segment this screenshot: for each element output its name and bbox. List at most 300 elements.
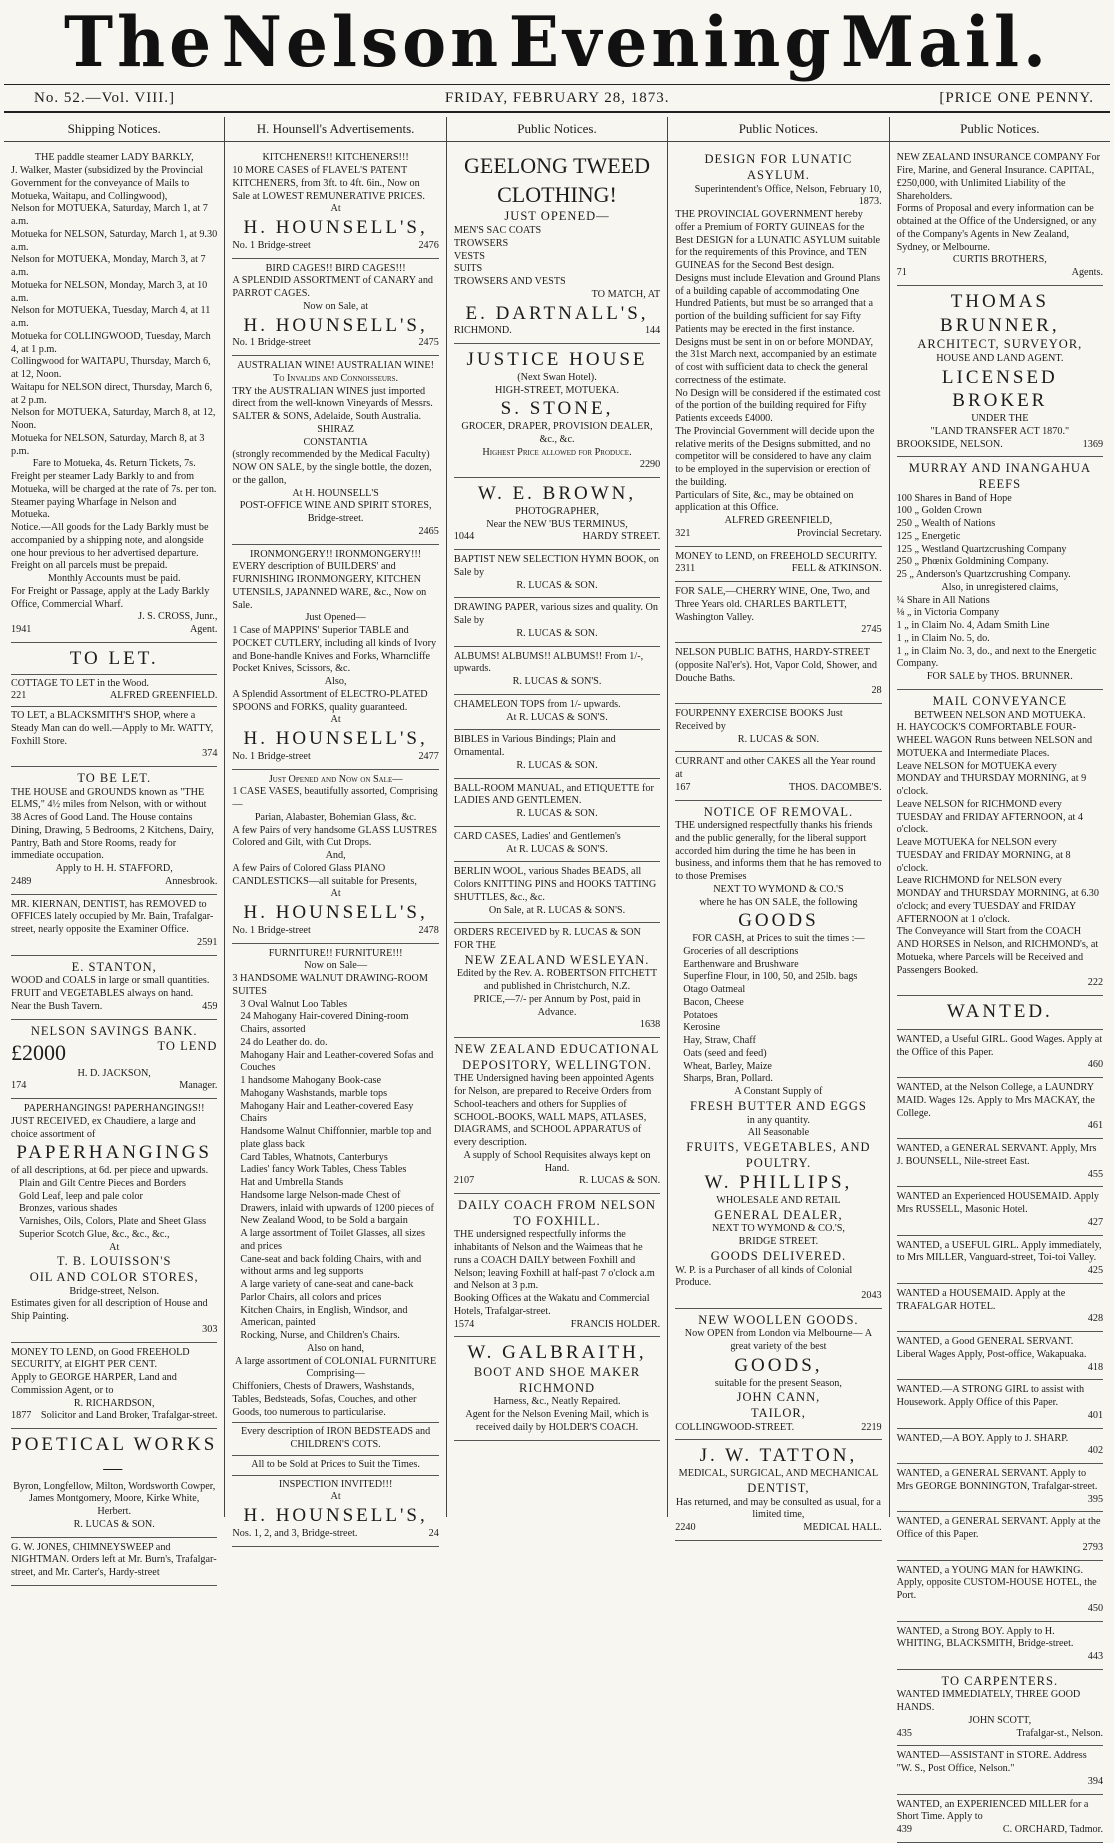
ad-signature: R. LUCAS & SON. (516, 759, 598, 771)
ad-title: E. STANTON, (71, 959, 157, 974)
ad-text: Byron, Longfellow, Milton, Wordsworth Cowper, James Montgomery, Moore, Kirke White, Herbert. (13, 1480, 216, 1518)
ad-text: MEDICAL HALL. (803, 1522, 882, 1533)
ad-ironmongery (232, 545, 438, 770)
ad-title: NOTICE OF REMOVAL. (703, 804, 854, 819)
ad-text: A Constant Supply of (734, 1086, 823, 1098)
ad-mail-conveyance (897, 690, 1103, 996)
ad-text: G. W. JONES, CHIMNEYSWEEP and NIGHTMAN. Orders left at Mr. Burn's, Trafalgar-street, and Mr. Carter's, Hardy-street (11, 1541, 217, 1579)
list-item: 250 „ Phœnix Goldmining Company. (896, 556, 1049, 568)
schedule-line: Nelson for MOTUEKA, Tuesday, March 4, at 11 a.m. (11, 305, 211, 329)
schedule-line: Motueka for NELSON, Saturday, March 1, at 9.30 a.m. (11, 228, 218, 253)
ad-savings-bank (11, 1020, 217, 1100)
list-item: 1 handsome Mahogany Book-case (240, 1075, 382, 1086)
ad-kitcheners (232, 148, 438, 258)
ad-title: THE paddle steamer LADY BARKLY, (34, 152, 194, 164)
list-item: 100 Shares in Band of Hope (896, 492, 1012, 504)
ad-text: BERLIN WOOL, various Shades BEADS, all Colors KNITTING PINS and HOOKS TATTING SHUTTLES, &c., &c. (453, 866, 657, 903)
ad-number: 374 (202, 748, 218, 760)
schedule-line: Leave NELSON for RICHMOND every TUESDAY and FRIDAY AFTERNOON, at 4 o'clock. (896, 798, 1084, 836)
ad-title: W. PHILLIPS, (704, 1172, 853, 1194)
ad-text: BRIDGE STREET. (738, 1236, 819, 1248)
ad-text: A SPLENDID ASSORTMENT of CANARY and PARROT CAGES. (232, 275, 434, 299)
ad-number: 455 (1087, 1168, 1104, 1180)
ad-text: A few Pairs of Colored Glass PIANO CANDLESTICKS—all suitable for Presents, (232, 862, 417, 887)
ad-signature: R. LUCAS & SON. (578, 1175, 661, 1187)
ad-text: Near the NEW 'BUS TERMINUS, (486, 518, 628, 530)
ad-text: No. 1 Bridge-street (232, 337, 311, 349)
ad-text: WANTED, a USEFUL GIRL. Apply immediately, to Mrs MILLER, Vanguard-street, Toi-toi Valley. (896, 1239, 1102, 1264)
ad-number: 24 (428, 1527, 439, 1539)
ad-number: 2465 (418, 525, 439, 537)
ad-text: MEDICAL, SURGICAL, AND MECHANICAL (678, 1468, 879, 1480)
ad-text: THE PROVINCIAL GOVERNMENT hereby offer a Premium of FORTY GUINEAS for the Best DESIGN for a LUNATIC ASYLUM suitable for the requirements of this Province, and TEN GUINEAS for the Second Best design. (675, 209, 881, 271)
list-item: 125 „ Westland Quartzcrushing Company (896, 543, 1067, 555)
list-item: 24 Mahogany Hair-covered Dining-room Chairs, assorted (240, 1011, 409, 1035)
ad-signature: Agent. (189, 624, 218, 635)
section-heading: FURNITURE!! FURNITURE!!! (268, 947, 403, 959)
ad-text: Chiffoniers, Chests of Drawers, Washstands, Tables, Bedsteads, Sofas, Couches, and other Goods, too numerous to particularise. (232, 1381, 417, 1418)
section-heading: IRONMONGERY!! IRONMONGERY!!! (250, 548, 422, 560)
schedule-line: Collingwood for WAITAPU, Thursday, March 6, at 12, Noon. (11, 356, 211, 380)
section-heading: AUSTRALIAN WINE! AUSTRALIAN WINE! (237, 360, 435, 371)
ad-text: THE undersigned respectfully thanks his friends and the public generally, for the liberal support accorded him during the time he has been in business, and informs them that he has removed to to those Premises (675, 820, 882, 883)
ad-text: suitable for the present Season, (714, 1377, 842, 1389)
column-heading: Public Notices. (447, 117, 667, 142)
ad-signature: FRANCIS HOLDER. (570, 1318, 661, 1330)
ad-text: NELSON PUBLIC BATHS, HARDY-STREET (opposite Nal'er's). Hot, Vapor Cold, Shower, and Douche Baths. (675, 647, 877, 684)
ad-title: DAILY COACH FROM NELSON TO FOXHILL. (458, 1198, 657, 1228)
ad-paperhangings (11, 1099, 217, 1343)
ad-text: BAPTIST NEW SELECTION HYMN BOOK, on Sale by (453, 554, 659, 578)
ad-text: Designs must include Elevation and Ground Plans of a building capable of accommodating One Hundred Patients, but must be so arranged that a portion of the building sufficient for say Fifty Patients may be erected in the first instance. (675, 272, 881, 335)
ad-dentist (675, 1440, 881, 1540)
list-item: Mahogany Hair and Leather-covered Sofas and Couches (240, 1049, 434, 1074)
wanted-item (897, 1464, 1103, 1512)
column-heading: Public Notices. (668, 117, 888, 142)
ad-title: H. HOUNSELL'S, (243, 902, 428, 923)
ad-signature: FOR SALE by THOS. BRUNNER. (926, 671, 1073, 683)
ad-number: 460 (1087, 1059, 1104, 1071)
ad-text: HIGH-STREET, MOTUEKA. (495, 384, 620, 396)
ad-justice-house (454, 344, 660, 478)
ad-text: WOOD and COALS in large or small quantities. FRUIT and VEGETABLES always on hand. (11, 975, 210, 999)
ad-text: PHOTOGRAPHER, (515, 505, 599, 517)
ad-title: MAIL CONVEYANCE (932, 693, 1067, 708)
ad-text: Just Opened— (305, 612, 366, 624)
section-heading: NELSON SAVINGS BANK. (30, 1023, 198, 1038)
ad-berlin-wool (454, 862, 660, 923)
ad-title: JUSTICE HOUSE (466, 349, 648, 371)
ad-text: in any quantity. (746, 1114, 810, 1126)
ad-lucas-6 (454, 779, 660, 827)
ad-text: Freight per steamer Lady Barkly to and from Motueka, will be charged at the rate of 7s. per ton. Steamer paying Wharfage in Nelson and Motueka. (11, 471, 217, 521)
ad-text: SHIRAZ (317, 423, 354, 435)
list-item: Otago Oatmeal (683, 984, 746, 996)
ad-signature: ALFRED GREENFIELD. (109, 690, 218, 702)
issue-number: No. 52.—Vol. VIII.] (34, 89, 175, 106)
ad-text: INSPECTION INVITED!!! (278, 1478, 393, 1490)
ad-number: 2107 (453, 1175, 475, 1187)
ad-number: 2591 (197, 936, 218, 948)
ad-text: Also on hand, (307, 1342, 365, 1354)
ad-assistant (897, 1746, 1103, 1794)
ad-text: Near the Bush Tavern. (11, 1000, 103, 1012)
ad-text: FOR CASH, at Prices to suit the times :— (692, 933, 865, 945)
schedule-line: Nelson for MOTUEKA, Saturday, March 1, at 7 a.m. (11, 203, 208, 227)
ad-number: 425 (1087, 1265, 1104, 1276)
ad-text: COLLINGWOOD-STREET. (675, 1421, 795, 1433)
schedule-line: Nelson for MOTUEKA, Monday, March 3, at 7 a.m. (11, 254, 206, 278)
ad-text: (Next Swan Hotel). (517, 371, 597, 383)
section-heading: TO LET. (69, 647, 159, 669)
ad-number: 222 (1087, 977, 1104, 989)
column-public-notices-1 (447, 117, 668, 1517)
ad-text: CONSTANTIA (303, 436, 368, 448)
ad-number: 401 (1087, 1409, 1104, 1421)
ad-text: WANTED, a YOUNG MAN for HAWKING. Apply, opposite CUSTOM-HOUSE HOTEL, the Port. (896, 1564, 1097, 1601)
ad-exercise-books (675, 704, 881, 752)
ad-text: PRICE,—7/- per Annum by Post, paid in Advance. (473, 993, 641, 1018)
ad-signature: THOS. DACOMBE'S. (788, 781, 882, 793)
list-item: A large assortment of Toilet Glasses, all sizes and prices (240, 1228, 425, 1252)
list-item: Mahogany Washstands, marble tops (240, 1087, 388, 1099)
list-item: ¼ Share in All Nations (896, 594, 990, 606)
ad-title: TAILOR, (750, 1406, 806, 1420)
ad-text: A supply of School Requisites always kept on Hand. (463, 1149, 651, 1174)
masthead-word: Evening (508, 1, 835, 83)
ad-insurance (897, 148, 1103, 286)
ad-wanted (897, 996, 1103, 1030)
ad-number: 71 (896, 267, 907, 278)
list-item: TROWSERS AND VESTS (453, 276, 566, 288)
ad-text: WANTED a HOUSEMAID. Apply at the TRAFALGAR HOTEL. (896, 1287, 1066, 1312)
ad-text: No Design will be considered if the estimated cost of the portion of the building required for Fifty Patients exceeds £4000. (675, 387, 881, 424)
list-item: Card Tables, Whatnots, Canterburys (240, 1151, 388, 1163)
wanted-item (897, 1332, 1103, 1380)
ad-title: S. STONE, (500, 398, 614, 420)
ad-vases (232, 770, 438, 944)
wanted-item (897, 1622, 1103, 1670)
ad-number: 1369 (1082, 438, 1104, 450)
ad-text: BALL-ROOM MANUAL, and ETIQUETTE for LADIES AND GENTLEMEN. (453, 782, 654, 807)
ad-text: UNDER THE (971, 413, 1029, 425)
ad-miller (897, 1795, 1103, 1843)
list-item: TROWSERS (453, 237, 509, 249)
ad-text: Now on Sale, at (303, 300, 369, 312)
ad-signature: R. LUCAS & SON. (737, 733, 820, 745)
masthead-word: Nelson (221, 1, 503, 83)
ad-text: Fare to Motueka, 4s. Return Tickets, 7s. (32, 458, 196, 470)
ad-title: PAPERHANGINGS (16, 1142, 213, 1164)
ad-lady-barkly (11, 148, 217, 643)
ad-signature: R. LUCAS & SON. (73, 1518, 155, 1530)
ad-lucas-1 (454, 550, 660, 598)
ad-text: Also, in unregistered claims, (941, 581, 1059, 593)
ad-number: 2478 (418, 924, 439, 936)
ad-signature: R. RICHARDSON, (73, 1397, 155, 1409)
ad-text: WANTED,—A BOY. Apply to J. SHARP. (896, 1432, 1069, 1444)
ad-number: 2290 (639, 459, 661, 471)
ad-poetical (11, 1429, 217, 1538)
ad-text: TO LET, a BLACKSMITH'S SHOP, where a Steady Man can do well.—Apply to Mr. WATTY, Foxhill Store. (11, 710, 214, 747)
ad-text: JUST RECEIVED, ex Chaudiere, a large and choice assortment of (11, 1115, 196, 1140)
ad-public-baths (675, 643, 881, 704)
masthead-word: The (64, 1, 216, 83)
ad-text: No. 1 Bridge-street (232, 750, 311, 762)
list-item: A large variety of cane-seat and cane-back Parlor Chairs, all colors and prices (240, 1279, 414, 1303)
section-heading: WANTED. (946, 1001, 1053, 1022)
ad-text: Apply to H. H. STAFFORD, (55, 863, 173, 875)
ad-text: Has returned, and may be consulted as usual, for a limited time, (675, 1496, 881, 1521)
ad-title: H. HOUNSELL'S, (243, 217, 428, 238)
ad-title: J. W. TATTON, (699, 1445, 858, 1467)
ad-text: Harness, &c., Neatly Repaired. (493, 1396, 621, 1408)
ad-text: Highest Price allowed for Produce. (482, 446, 632, 458)
ad-number: 402 (1087, 1445, 1104, 1457)
ad-text: At (330, 1491, 341, 1503)
ad-number: 28 (871, 685, 882, 697)
ad-title: E. DARTNALL'S, (465, 302, 649, 324)
ad-text: "LAND TRANSFER ACT 1870." (930, 425, 1070, 437)
ad-text: WANTED, a Good GENERAL SERVANT. Liberal Wages Apply, Post-office, Wakapuaka. (896, 1336, 1087, 1360)
ad-daily-coach (454, 1194, 660, 1337)
ad-signature: ALFRED GREENFIELD, (724, 515, 833, 526)
schedule-line: Motueka for COLLINGWOOD, Tuesday, March 4, at 1 p.m. (11, 330, 211, 355)
column-heading: Public Notices. (890, 117, 1110, 142)
ad-removal (675, 801, 881, 1309)
ad-to-be-let (11, 767, 217, 895)
ad-number: 2745 (861, 624, 882, 636)
list-item: Oats (seed and feed) (683, 1047, 767, 1059)
ad-text: WANTED, an EXPERIENCED MILLER for a Short Time. Apply to (896, 1798, 1089, 1823)
ad-text: Comprising— (306, 1368, 365, 1380)
ad-text: Particulars of Site, &c., may be obtained on application at this Office. (675, 489, 854, 514)
ad-lucas-7 (454, 827, 660, 863)
ad-number: 450 (1087, 1602, 1104, 1614)
ad-signature: CURTIS BROTHERS, (952, 254, 1047, 266)
ad-number: 2477 (418, 750, 439, 762)
ad-signature: JOHN SCOTT, (968, 1714, 1032, 1726)
ad-text: For Freight or Passage, apply at the Lady Barkly Office, Commercial Wharf. (11, 585, 210, 610)
ad-text: BROOKSIDE, NELSON. (896, 438, 1003, 450)
ad-number: 321 (675, 527, 691, 539)
ad-text: DRAWING PAPER, various sizes and quality. On Sale by (453, 602, 658, 627)
ad-signature: On Sale, at R. LUCAS & SON'S. (488, 904, 626, 916)
ad-text: 1 CASE VASES, beautifully assorted, Comprising— (232, 786, 438, 810)
ad-title: GEELONG TWEED CLOTHING! (464, 153, 650, 207)
wanted-item (897, 1284, 1103, 1332)
ad-jones (11, 1538, 217, 1586)
wanted-item (897, 1187, 1103, 1235)
list-item: Sharps, Bran, Pollard. (683, 1073, 773, 1085)
ad-text: TO LEND (157, 1039, 218, 1054)
ad-title: POETICAL WORKS— (11, 1434, 218, 1479)
ad-text: CARD CASES, Ladies' and Gentlemen's (453, 830, 621, 842)
ad-title: MURRAY AND INANGAHUA REEFS (908, 461, 1091, 491)
ad-number: 2489 (11, 875, 32, 887)
ad-text: Trafalgar-st., Nelson. (1016, 1727, 1104, 1739)
ad-text: RICHMOND (518, 1380, 596, 1395)
ad-text: WANTED, a GENERAL SERVANT. Apply at the Office of this Paper. (896, 1516, 1101, 1540)
ad-text: 1 Case of MAPPINS' Superior TABLE and POCKET CUTLERY, including all kinds of Ivory and Bone-handle Knives and Forks, Wharncliffe Pocket Knives, Scissors, &c. (232, 625, 437, 675)
ad-text: WANTED, a GENERAL SERVANT. Apply to Mrs GEORGE BONNINGTON, Trafalgar-street. (896, 1468, 1098, 1492)
ad-text: Bridge-street, Nelson. (69, 1285, 160, 1297)
ad-signature: R. LUCAS & SON. (516, 808, 598, 820)
ad-brunner (897, 286, 1103, 458)
ad-text: To Invalids and Connoisseurs. (273, 372, 399, 384)
ad-text: WANTED, at the Nelson College, a LAUNDRY MAID. Wages 12s. Apply to Mrs MACKAY, the College. (896, 1082, 1095, 1119)
issue-date: FRIDAY, FEBRUARY 28, 1873. (444, 89, 670, 106)
dateline (4, 84, 1110, 113)
ad-text: Forms of Proposal and every information can be obtained at the Office of the Undersigned, or any of the Company's Agents in New Zealand, Sydney, or Melbourne. (896, 203, 1097, 253)
list-item: Rocking, Nurse, and Children's Chairs. (240, 1330, 400, 1341)
column-public-notices-3 (890, 117, 1110, 1836)
ad-text: Agent for the Nelson Evening Mail, which is received daily by HOLDER'S COACH. (465, 1409, 649, 1433)
list-item: Handsome Walnut Chiffonnier, marble top and plate glass back (240, 1126, 432, 1150)
ad-number: 303 (202, 1323, 218, 1335)
ad-text: THE undersigned respectfully informs the inhabitants of Nelson and the Waimeas that he runs a COACH DAILY between Foxhill and Nelson; leaving Foxhill at half-past 7 o'clock a.m and Nelson at 3 p.m. (453, 1229, 655, 1292)
ad-signature: J. S. CROSS, Junr., (138, 611, 218, 623)
schedule-line: Leave MOTUEKA for NELSON every TUESDAY and FRIDAY MORNING, at 8 o'clock. (896, 837, 1071, 874)
ad-text: Estimates given for all description of House and Ship Painting. (11, 1298, 208, 1323)
ad-text: POST-OFFICE WINE AND SPIRIT STORES, Bridge-street. (239, 500, 432, 524)
ad-text: NEXT TO WYMOND & CO.'S (713, 883, 844, 895)
ad-text: FOR SALE,—CHERRY WINE, One, Two, and Three Years old. CHARLES BARTLETT, Washington Valley. (675, 586, 870, 623)
ad-signature: At R. LUCAS & SON'S. (506, 711, 608, 723)
ad-title: W. E. BROWN, (477, 483, 637, 505)
ad-text: Now on Sale— (304, 960, 368, 972)
list-item: Superfine Flour, in 100, 50, and 25lb. bags (683, 971, 858, 983)
list-item: Potatoes (683, 1009, 718, 1021)
ad-text: Now OPEN from London via Melbourne— A great variety of the best (684, 1328, 873, 1353)
ad-title: LICENSED BROKER (941, 366, 1058, 412)
section-heading: BIRD CAGES!! BIRD CAGES!!! (265, 262, 406, 274)
ad-text: BIBLES in Various Bindings; Plain and Ornamental. (453, 734, 616, 759)
ad-text: THE HOUSE and GROUNDS known as "THE ELMS," 4½ miles from Nelson, with or without 38 Acres of Good Land. The House contains Dining, Drawing, 5 Bedrooms, 2 Kitchens, Dairy, Pantry, Bath and Store Rooms, ready for immediate occupation. (11, 786, 214, 862)
ad-wesleyan (454, 923, 660, 1038)
ad-text: NEW ZEALAND INSURANCE COMPANY For Fire, Marine, and General Insurance. CAPITAL, £250,000, with Unlimited Liability of the Shareholders. (896, 152, 1101, 202)
ad-lucas-5 (454, 730, 660, 778)
ad-text: GROCER, DRAPER, PROVISION DEALER, &c., &c. (461, 421, 653, 445)
ad-text: MR. KIERNAN, DENTIST, has REMOVED to OFFICES lately occupied by Mr. Bain, Trafalgar-street, nearly opposite the Examiner Office. (11, 898, 214, 936)
ad-text: WANTED, a Useful GIRL. Good Wages. Apply at the Office of this Paper. (896, 1033, 1103, 1058)
ad-text: H. HAYCOCK'S COMFORTABLE FOUR-WHEEL WAGON Runs between NELSON and MOTUEKA and Intermediate Places. (896, 722, 1093, 759)
ad-text: Notice.—All goods for the Lady Barkly must be accompanied by a shipping note, and alongside one hour previous to her advertised departure. (11, 522, 209, 559)
list-item: 24 do Leather do. do. (240, 1036, 328, 1048)
ad-text: A few Pairs of very handsome GLASS LUSTRES Colored and Gilt, with Cut Drops. (232, 824, 437, 849)
wanted-item (897, 1139, 1103, 1187)
ad-text: At (109, 1241, 120, 1253)
ad-number: 2475 (418, 337, 439, 349)
ad-text: WANTED an Experienced HOUSEMAID. Apply Mrs RUSSELL, Masonic Hotel. (896, 1191, 1099, 1215)
list-item: Superior Scotch Glue, &c., &c., &c., (19, 1228, 170, 1240)
ad-text: No. 1 Bridge-street (232, 239, 311, 251)
ad-number: 1574 (453, 1318, 475, 1330)
ad-text: TRY the AUSTRALIAN WINES just imported direct from the well-known Vineyards of Messrs. SALTER & SONS, Adelaide, South Australia. (232, 385, 433, 422)
masthead-word: Mail. (841, 1, 1050, 83)
ad-title: H. HOUNSELL'S, (243, 728, 428, 749)
ad-text: FOURPENNY EXERCISE BOOKS Just Received by (675, 708, 843, 732)
ad-kiernan (11, 895, 217, 956)
ad-title: FRUITS, VEGETABLES, AND POULTRY. (686, 1140, 871, 1170)
ad-lucas-3 (454, 647, 660, 695)
ad-text: Every description of IRON BEDSTEADS and CHILDREN'S COTS. (240, 1426, 431, 1450)
ad-text: MEN'S SAC COATS (453, 225, 542, 237)
list-item: 1 „ in Claim No. 3, do., and next to the Energetic Company. (896, 645, 1097, 670)
schedule-line: Motueka for NELSON, Monday, March 3, at 10 a.m. (11, 279, 208, 304)
ad-text: ALBUMS! ALBUMS!! ALBUMS!! From 1/-, upwards. (453, 650, 644, 675)
ad-number: 461 (1087, 1120, 1104, 1132)
ad-signature: C. ORCHARD, Tadmor. (1002, 1824, 1104, 1836)
list-item: 1 „ in Claim No. 4, Adam Smith Line (896, 620, 1050, 632)
ad-text: COTTAGE TO LET in the Wood. (11, 677, 149, 689)
ad-number: 428 (1087, 1313, 1104, 1325)
masthead (4, 0, 1110, 84)
ad-text: The Conveyance will Start from the COACH AND HORSES in Nelson, and RICHMOND's, at Motueka, where Parcels will be Received and Passengers Booked. (896, 926, 1099, 976)
column-hounsell (225, 117, 446, 1539)
wanted-item (897, 1078, 1103, 1139)
schedule-line: Leave NELSON for MOTUEKA every MONDAY and THURSDAY MORNING, at 9 o'clock. (896, 760, 1087, 797)
ad-number: 174 (11, 1080, 27, 1092)
ad-number: 221 (11, 690, 27, 702)
list-item: Hat and Umbrella Stands (240, 1177, 344, 1188)
ad-text: HOUSE AND LAND AGENT. (936, 352, 1064, 364)
section-heading: TO CARPENTERS. (941, 1673, 1059, 1688)
list-item: Kitchen Chairs, in English, Windsor, and American, painted (240, 1304, 408, 1329)
ad-text: A large assortment of COLONIAL FURNITURE (235, 1355, 437, 1367)
ad-text: At H. HOUNSELL'S (292, 487, 379, 499)
ad-text: BOOT AND SHOE MAKER (473, 1365, 641, 1380)
list-item: 100 „ Golden Crown (896, 505, 982, 517)
list-item: Bronzes, various shades (19, 1203, 118, 1215)
list-item: Groceries of all descriptions (683, 945, 799, 957)
wanted-item (897, 1561, 1103, 1622)
ad-currant-cakes (675, 752, 881, 800)
ad-text: THE Undersigned having been appointed Agents for Nelson, are prepared to Receive Orders from School-teachers and others for Supplies of SCHOOL-BOOKS, WALL MAPS, ATLASES, DIAGRAMS, and SCHOOL APPARATUS of every description. (453, 1073, 654, 1149)
ad-furniture (232, 944, 438, 1547)
list-item: Varnishes, Oils, Colors, Plate and Sheet Glass (19, 1216, 207, 1228)
section-heading: KITCHENERS!! KITCHENERS!!! (262, 152, 409, 164)
ad-number: 2240 (675, 1522, 696, 1533)
list-item: Wheat, Barley, Maize (683, 1060, 772, 1072)
wanted-item (897, 1512, 1103, 1560)
ad-title: OIL AND COLOR STORES, (29, 1270, 199, 1285)
ad-text: where he has ON SALE, the following (699, 896, 858, 908)
list-item: Bacon, Cheese (683, 996, 744, 1008)
ad-stanton (11, 956, 217, 1020)
ad-text: No. 1 Bridge-street (232, 924, 311, 936)
ad-title: THOMAS BRUNNER, (940, 290, 1060, 336)
ad-title: DENTIST, (747, 1480, 810, 1495)
wanted-item (897, 1380, 1103, 1428)
ad-title: GOODS DELIVERED. (710, 1248, 847, 1263)
ad-text: Monthly Accounts must be paid. (47, 573, 181, 584)
ad-text: MONEY to LEND, on FREEHOLD SECURITY. (675, 550, 877, 562)
ad-bird-cages (232, 259, 438, 357)
ad-text: WANTED, a GENERAL SERVANT. Apply, Mrs J. BOUNSELL, Nile-street East. (896, 1143, 1097, 1167)
ad-number: 167 (675, 781, 691, 793)
ad-geelong-tweed (454, 148, 660, 344)
ad-signature: Manager. (179, 1080, 218, 1092)
list-item: 1 „ in Claim No. 5, do. (896, 632, 990, 644)
ad-number: 443 (1087, 1651, 1104, 1662)
ad-title: DESIGN FOR LUNATIC ASYLUM. (704, 152, 853, 182)
wanted-item (897, 1030, 1103, 1078)
ad-cherry-wine (675, 582, 881, 643)
ad-text: Also, (324, 676, 347, 687)
ad-text: Booking Offices at the Wakatu and Commercial Hotels, Trafalgar-street. (453, 1293, 650, 1317)
list-item: Handsome large Nelson-made Chest of Drawers, inlaid with upwards of 1200 pieces of New Zealand Wood, to be Sold a bargain (240, 1189, 434, 1227)
